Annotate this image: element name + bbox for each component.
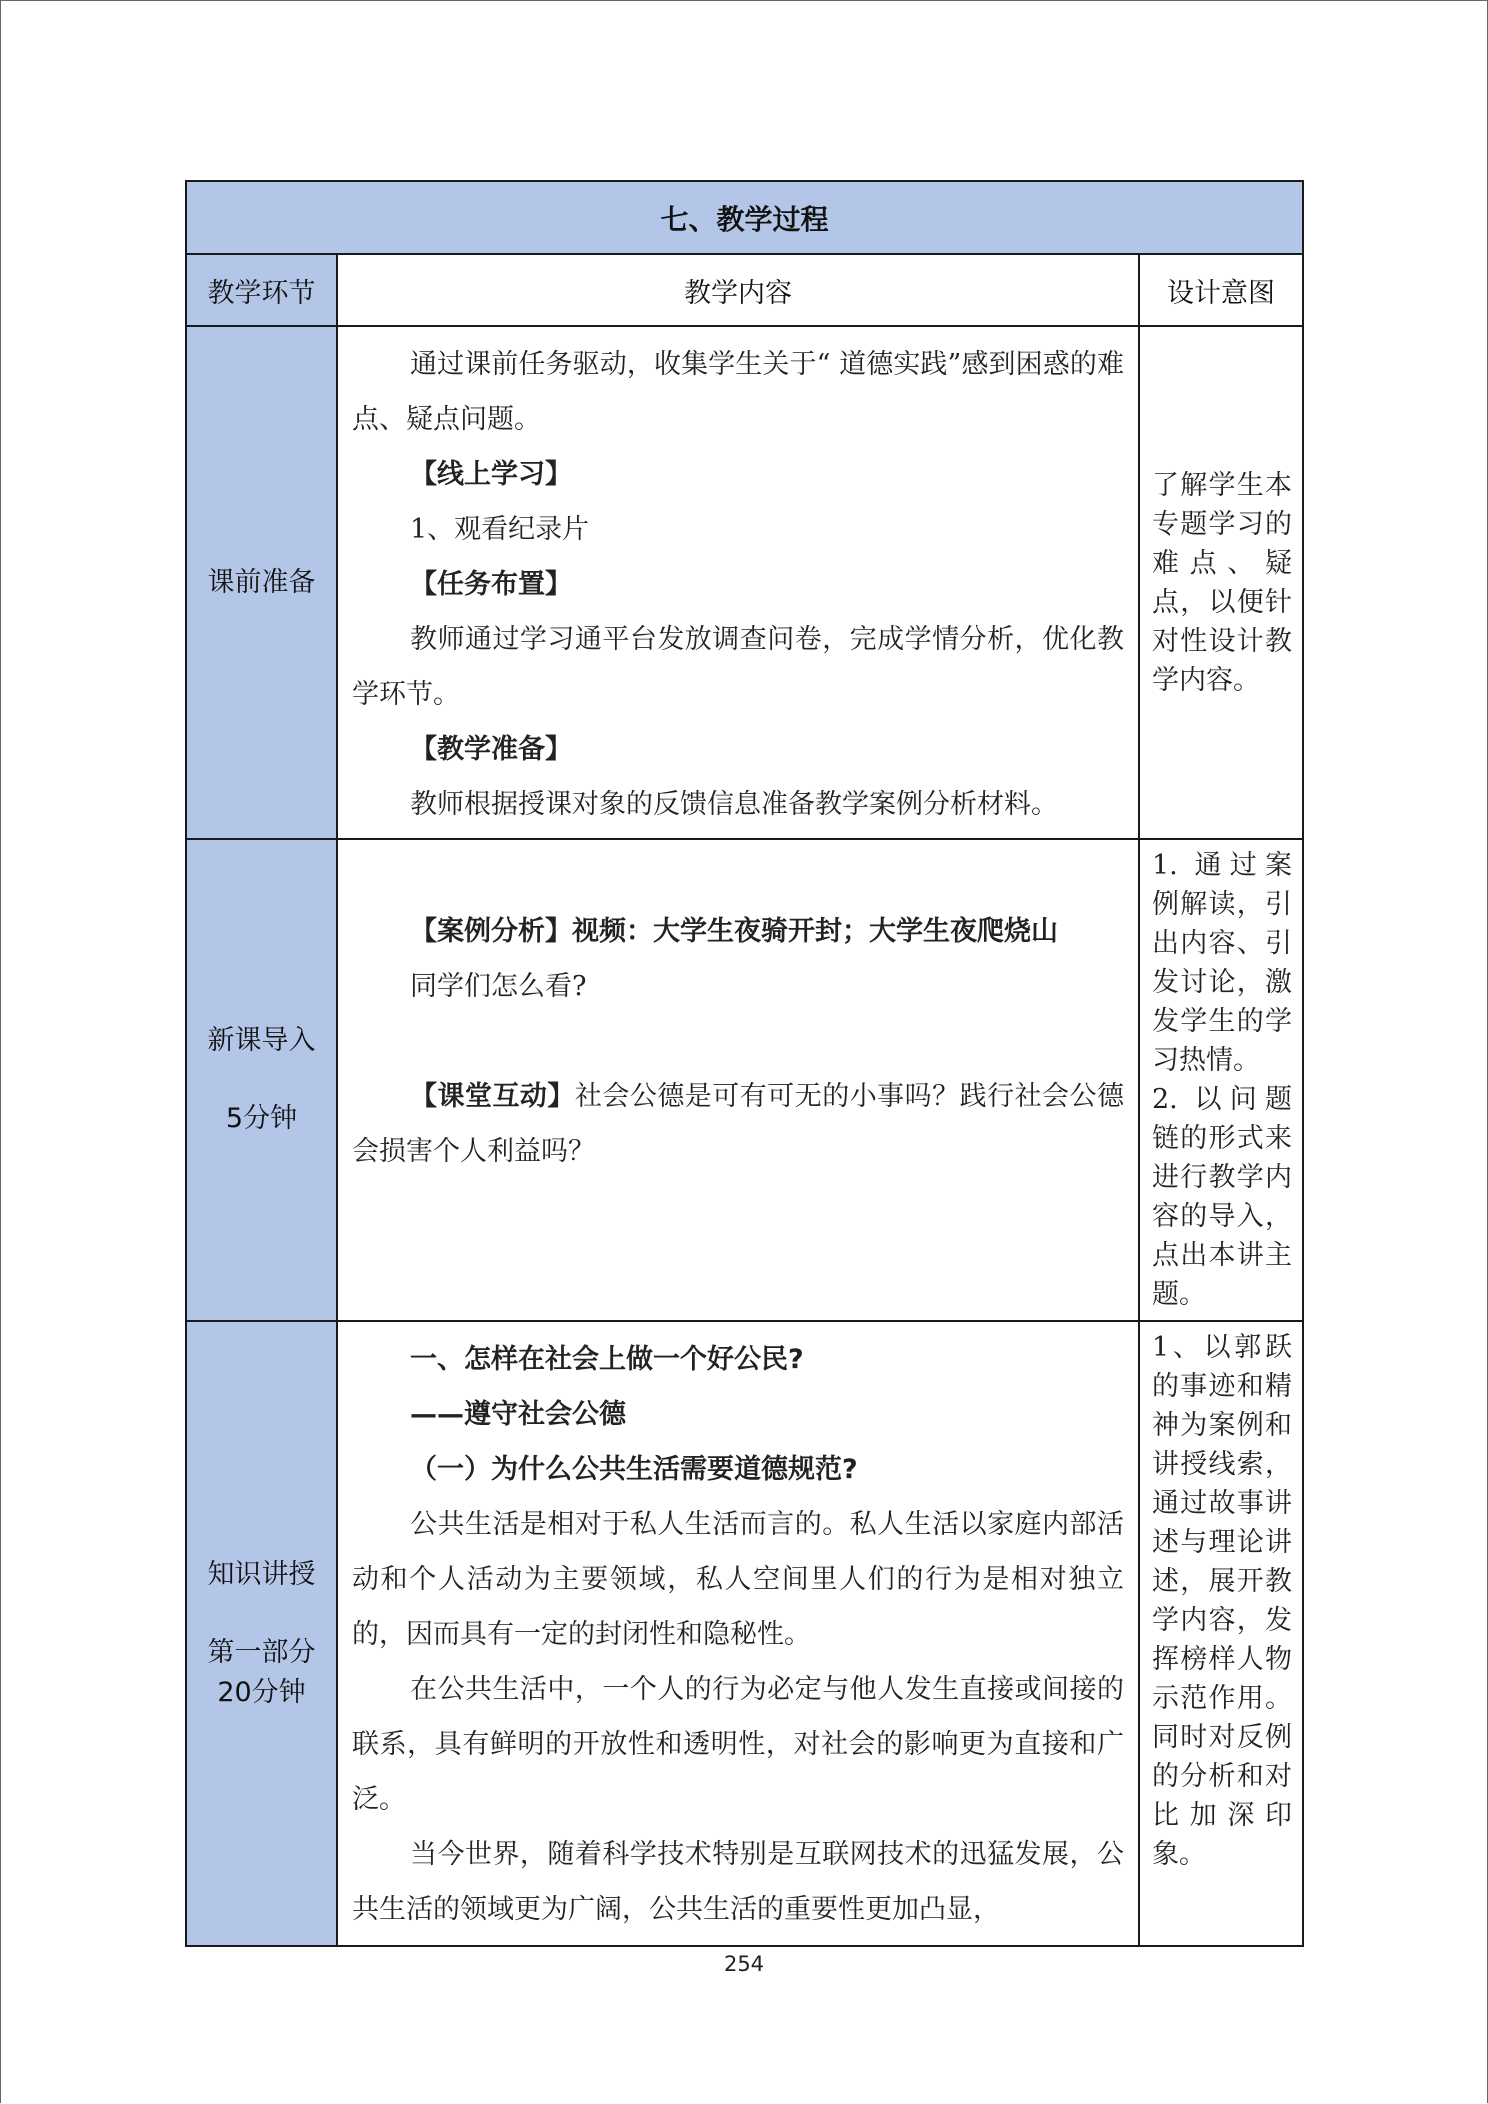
stage-cell [186, 839, 337, 1321]
header-stage: 教学环节 [186, 254, 337, 326]
stage-part: 第一部分 [207, 1636, 316, 1668]
content-paragraph: 在公共生活中，一个人的行为必定与他人发生直接或间接的联系，具有鲜明的开放性和透明性，对社会的影响更为直接和广泛。 [352, 1674, 1124, 1815]
table-title: 七、教学过程 [186, 181, 1303, 254]
intent-cell [1139, 326, 1303, 839]
content-paragraph: 教师通过学习通平台发放调查问卷，完成学情分析，优化教学环节。 [352, 624, 1124, 710]
section-heading: 【任务布置】 [410, 569, 572, 600]
content-paragraph: 公共生活是相对于私人生活而言的。私人生活以家庭内部活动和个人活动为主要领域，私人空间里人们的行为是相对独立的，因而具有一定的封闭性和隐秘性。 [352, 1509, 1124, 1650]
stage-label: 知识讲授 [207, 1558, 316, 1590]
table-header-row [186, 254, 1303, 326]
intent-text: 2. 以问题链的形式来进行教学内容的导入，点出本讲主题。 [1152, 1084, 1292, 1310]
intent-cell [1139, 839, 1303, 1321]
stage-cell [186, 1321, 337, 1946]
intent-cell [1139, 1321, 1303, 1946]
table-title-row [186, 181, 1303, 254]
content-paragraph [352, 1069, 1124, 1179]
section-heading: ——遵守社会公德 [410, 1399, 626, 1430]
content-cell [337, 839, 1139, 1321]
interaction-question: 社会公德是可有可无的小事吗？践行社会公德会损害个人利益吗？ [352, 1081, 1125, 1167]
intent-text: 1、以郭跃的事迹和精神为案例和讲授线索，通过故事讲述与理论讲述，展开教学内容，发挥榜样人物示范作用。同时对反例的分析和对比加深印象。 [1152, 1332, 1292, 1870]
stage-duration: 5分钟 [225, 1103, 298, 1134]
content-paragraph: 通过课前任务驱动，收集学生关于“ 道德实践”感到困惑的难点、疑点问题。 [352, 349, 1124, 435]
section-heading: 【线上学习】 [410, 459, 572, 490]
section-heading: 【教学准备】 [410, 734, 572, 765]
section-heading: 一、怎样在社会上做一个好公民? [410, 1344, 804, 1375]
content-paragraph: 1、观看纪录片 [410, 514, 590, 545]
content-paragraph: 当今世界，随着科学技术特别是互联网技术的迅猛发展，公共生活的领域更为广阔，公共生活的重要性更加凸显， [352, 1839, 1124, 1925]
stage-label: 课前准备 [207, 566, 316, 598]
stage-duration: 20分钟 [217, 1676, 306, 1708]
intent-text: 1. 通过案例解读，引出内容、引发讨论，激发学生的学习热情。 [1152, 850, 1292, 1076]
interaction-heading: 【课堂互动】 [410, 1081, 575, 1112]
stage-cell [186, 326, 337, 839]
content-cell [337, 326, 1139, 839]
header-content: 教学内容 [337, 254, 1139, 326]
content-paragraph: 同学们怎么看? [410, 971, 587, 1002]
table-row [186, 326, 1303, 839]
header-intent: 设计意图 [1139, 254, 1303, 326]
stage-label: 新课导入 [207, 1025, 316, 1056]
case-analysis-heading: 【案例分析】视频：大学生夜骑开封；大学生夜爬烧山 [410, 916, 1058, 947]
content-cell [337, 1321, 1139, 1946]
intent-text: 了解学生本专题学习的难点、疑点，以便针对性设计教学内容。 [1152, 469, 1292, 696]
content-paragraph: 教师根据授课对象的反馈信息准备教学案例分析材料。 [410, 789, 1058, 820]
table-row [186, 839, 1303, 1321]
page-number: 254 [723, 1952, 765, 1976]
section-heading: （一）为什么公共生活需要道德规范? [410, 1454, 858, 1485]
teaching-process-table [185, 180, 1304, 1947]
table-row [186, 1321, 1303, 1946]
